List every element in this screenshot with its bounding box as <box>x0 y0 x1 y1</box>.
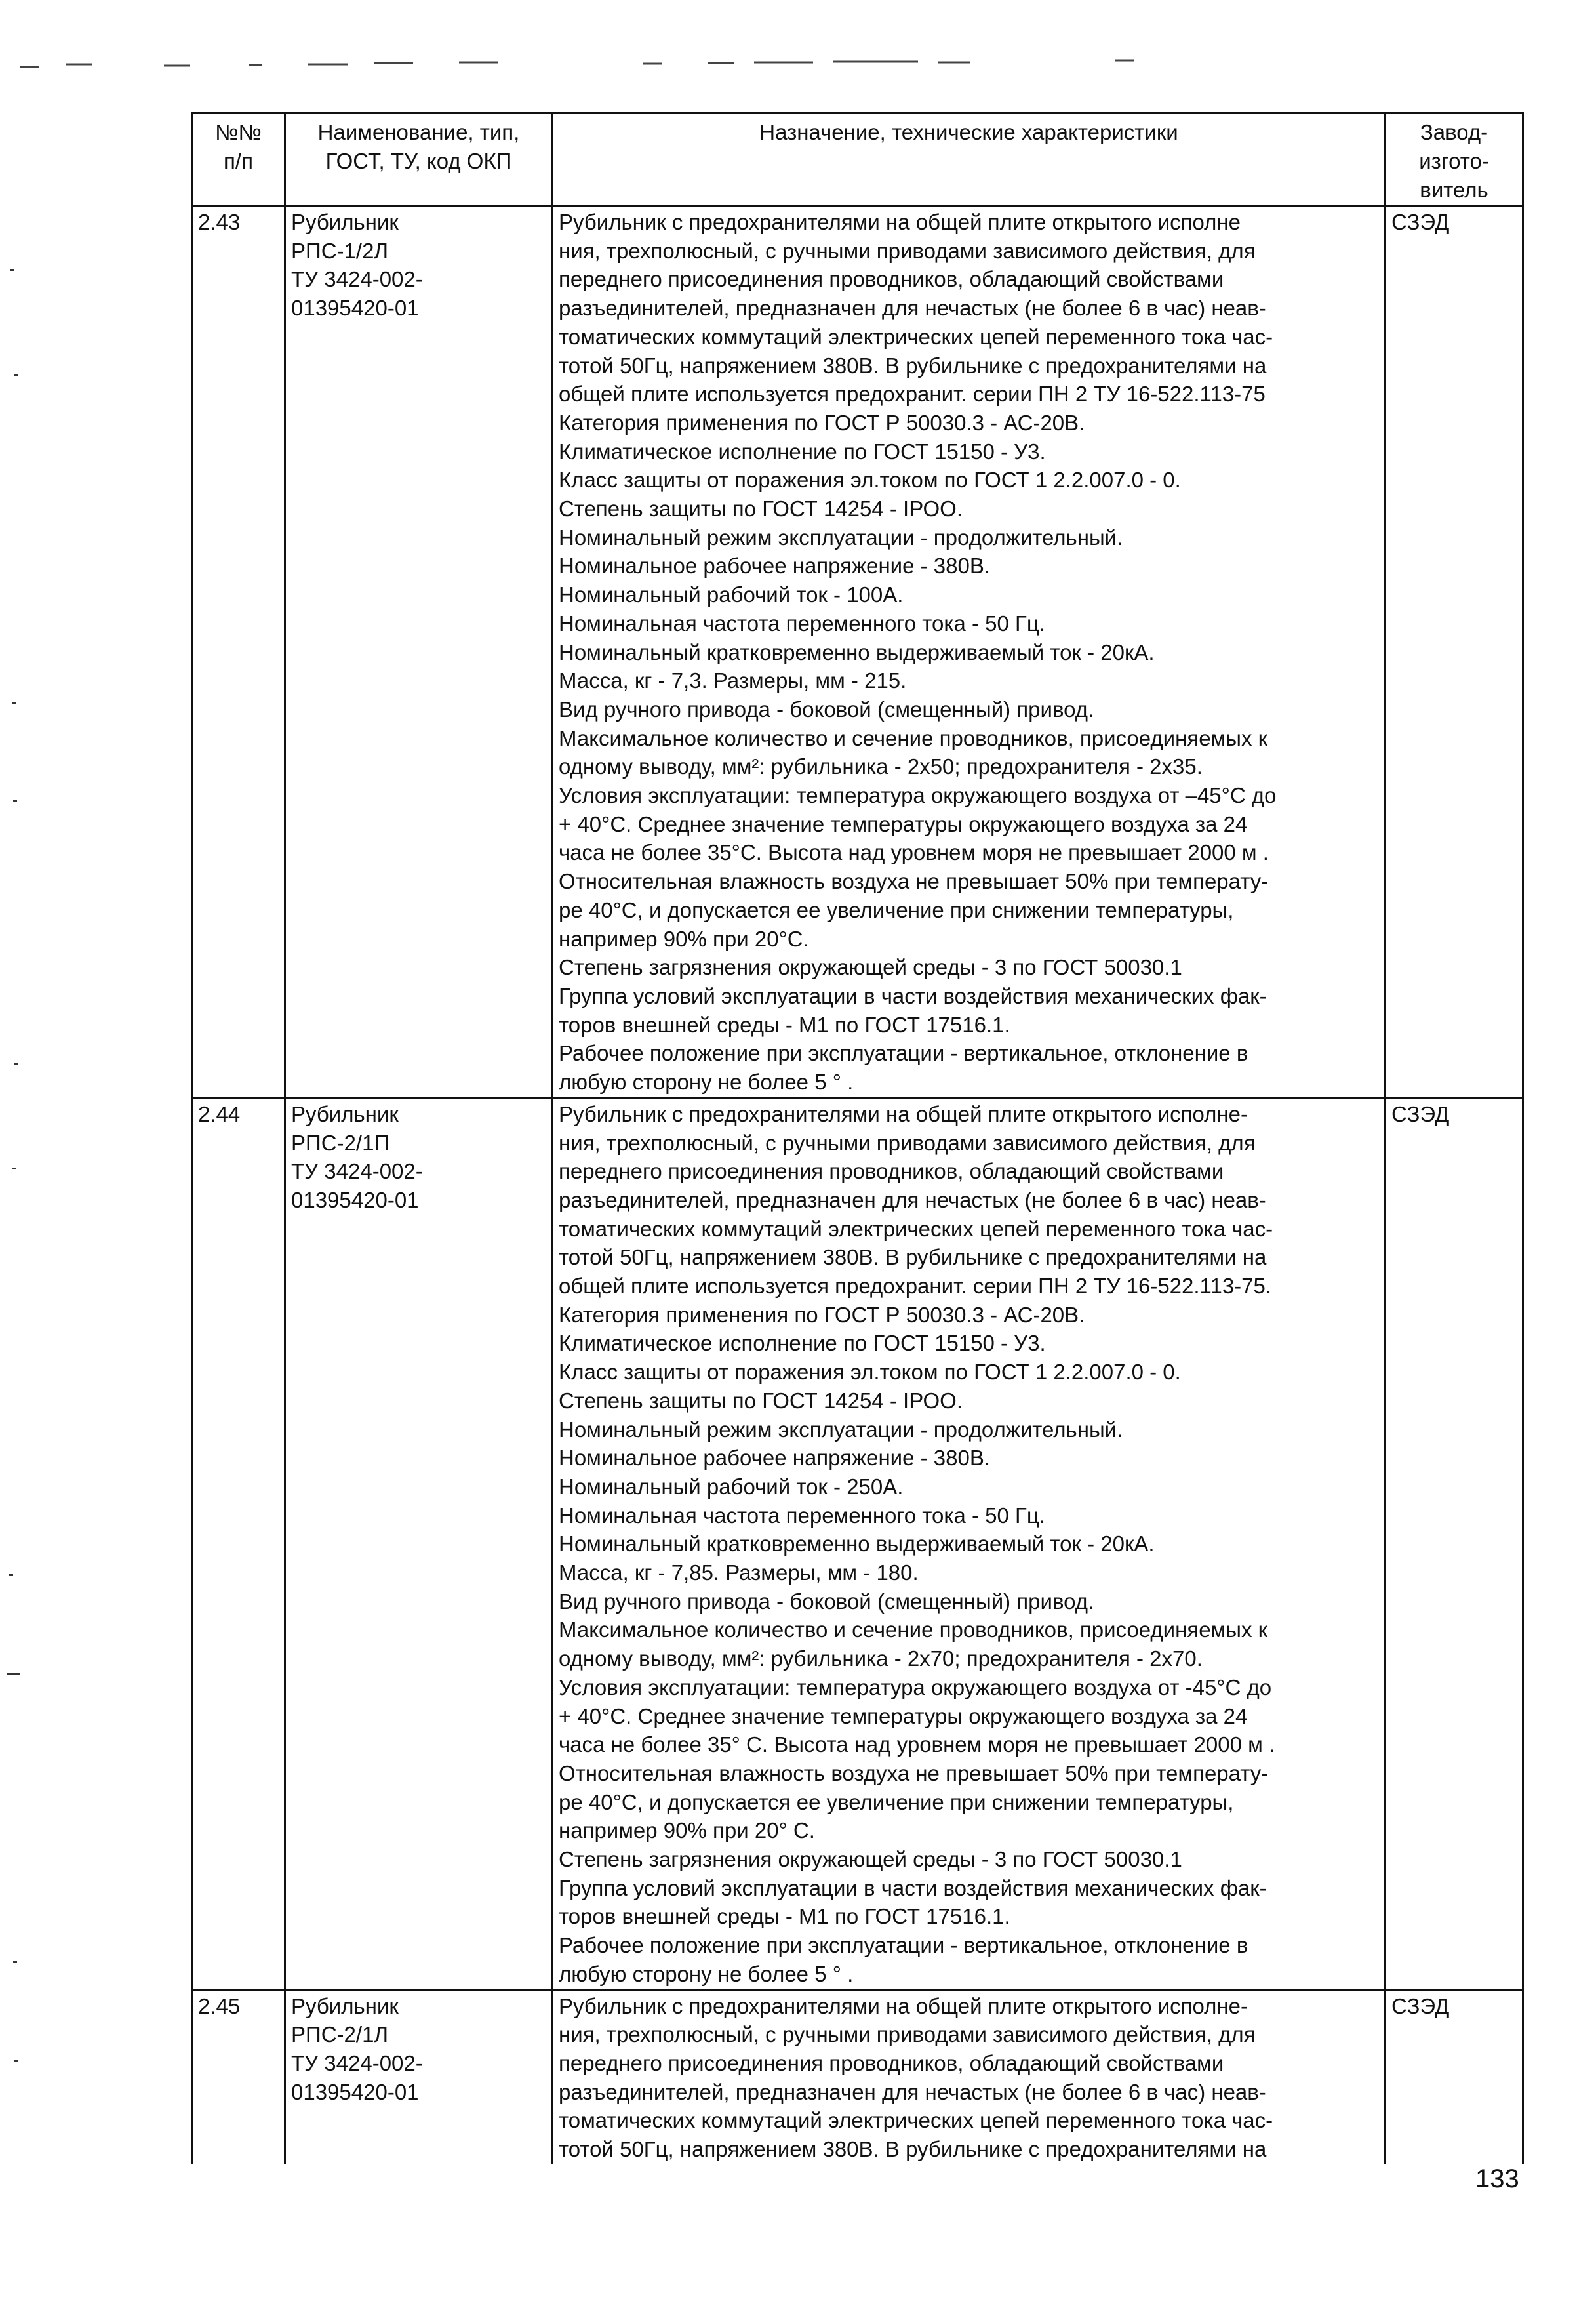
desc-line: Категория применения по ГОСТ Р 50030.3 - АС-20В. <box>559 1302 1085 1327</box>
desc-line: ния, трехполюсный, с ручными приводами зависимого действия, для <box>559 2022 1256 2047</box>
cell-maker: СЗЭД <box>1386 1989 1523 2164</box>
desc-line: Группа условий эксплуатации в части воздействия механических фак- <box>559 1875 1267 1900</box>
desc-line: Номинальная частота переменного тока - 50 Гц. <box>559 1503 1045 1528</box>
header-name <box>285 113 553 206</box>
desc-line: Номинальный режим эксплуатации - продолжительный. <box>559 525 1123 550</box>
desc-line: тотой 50Гц, напряжением 380В. В рубильнике с предохранителями на <box>559 2137 1267 2162</box>
cell-maker: СЗЭД <box>1386 206 1523 1098</box>
name-line: Рубильник <box>291 1993 399 2018</box>
desc-line: томатических коммутаций электрических цепей переменного тока час- <box>559 2108 1273 2133</box>
header-number <box>192 113 285 206</box>
header-maker-line1: Завод- <box>1420 120 1488 144</box>
desc-line: общей плите используется предохранит. серии ПН 2 ТУ 16-522.113-75. <box>559 1274 1272 1299</box>
desc-line: томатических коммутаций электрических цепей переменного тока час- <box>559 1216 1273 1241</box>
name-line: РПС-2/1Л <box>291 2022 389 2047</box>
desc-line: Степень защиты по ГОСТ 14254 - IРОО. <box>559 497 963 521</box>
desc-line: любую сторону не более 5 ° . <box>559 1070 854 1095</box>
desc-line: Рубильник с предохранителями на общей плите открытого исполне <box>559 210 1241 234</box>
cell-description <box>553 206 1386 1098</box>
cell-number: 2.44 <box>192 1097 285 1989</box>
desc-line: переднего присоединения проводников, обладающий свойствами <box>559 267 1224 292</box>
desc-line: Условия эксплуатации: температура окружающего воздуха от -45°С до <box>559 1675 1272 1699</box>
header-number-line1: №№ <box>215 120 262 144</box>
desc-line: Вид ручного привода - боковой (смещенный) привод. <box>559 1589 1094 1614</box>
desc-line: Степень загрязнения окружающей среды - 3 по ГОСТ 50030.1 <box>559 1847 1182 1872</box>
desc-line: Класс защиты от поражения эл.током по ГОСТ 1 2.2.007.0 - 0. <box>559 468 1181 493</box>
desc-line: Степень загрязнения окружающей среды - 3 по ГОСТ 50030.1 <box>559 955 1182 980</box>
desc-line: Номинальный рабочий ток - 100А. <box>559 582 904 607</box>
cell-name <box>285 206 553 1098</box>
desc-line: разъединителей, предназначен для нечастых (не более 6 в час) неав- <box>559 2079 1266 2104</box>
desc-line: например 90% при 20°С. <box>559 926 809 951</box>
desc-line: ре 40°С, и допускается ее увеличение при снижении температуры, <box>559 1789 1234 1814</box>
desc-line: одному выводу, мм²: рубильника - 2х50; предохранителя - 2х35. <box>559 754 1203 779</box>
name-line: Рубильник <box>291 210 399 234</box>
name-line: ТУ 3424-002- <box>291 1159 423 1184</box>
desc-line: часа не более 35° С. Высота над уровнем моря не превышает 2000 м . <box>559 1732 1275 1757</box>
equipment-spec-table <box>191 112 1524 2164</box>
desc-line: торов внешней среды - М1 по ГОСТ 17516.1. <box>559 1904 1010 1929</box>
desc-line: Максимальное количество и сечение проводников, присоединяемых к <box>559 725 1268 750</box>
desc-line: Условия эксплуатации: температура окружающего воздуха от –45°С до <box>559 783 1277 808</box>
cell-name <box>285 1097 553 1989</box>
margin-scan-marks <box>0 0 26 2297</box>
desc-line: Масса, кг - 7,85. Размеры, мм - 180. <box>559 1560 919 1585</box>
desc-line: одному выводу, мм²: рубильника - 2х70; предохранителя - 2х70. <box>559 1646 1203 1671</box>
scan-noise-artifacts <box>0 46 1596 72</box>
cell-name <box>285 1989 553 2164</box>
desc-line: Категория применения по ГОСТ Р 50030.3 - АС-20В. <box>559 410 1085 435</box>
header-number-line2: п/п <box>224 149 253 173</box>
name-line: Рубильник <box>291 1101 399 1126</box>
desc-line: Номинальная частота переменного тока - 50 Гц. <box>559 611 1045 636</box>
desc-line: разъединителей, предназначен для нечастых (не более 6 в час) неав- <box>559 1187 1266 1212</box>
cell-maker: СЗЭД <box>1386 1097 1523 1989</box>
desc-line: Климатическое исполнение по ГОСТ 15150 - У3. <box>559 439 1046 464</box>
cell-description <box>553 1989 1386 2164</box>
header-maker <box>1386 113 1523 206</box>
table-row <box>192 206 1523 1098</box>
desc-line: Рубильник с предохранителями на общей плите открытого исполне- <box>559 1993 1248 2018</box>
desc-line: Климатическое исполнение по ГОСТ 15150 - У3. <box>559 1331 1046 1356</box>
desc-line: + 40°С. Среднее значение температуры окружающего воздуха за 24 <box>559 811 1248 836</box>
cell-number: 2.45 <box>192 1989 285 2164</box>
desc-line: часа не более 35°С. Высота над уровнем моря не превышает 2000 м . <box>559 840 1269 865</box>
cell-description <box>553 1097 1386 1989</box>
desc-line: Рабочее положение при эксплуатации - вертикальное, отклонение в <box>559 1041 1248 1066</box>
desc-line: + 40°С. Среднее значение температуры окружающего воздуха за 24 <box>559 1703 1248 1728</box>
name-line: 01395420-01 <box>291 2079 419 2104</box>
header-purpose <box>553 113 1386 206</box>
header-purpose-line1: Назначение, технические характеристики <box>759 120 1178 144</box>
desc-line: переднего присоединения проводников, обладающий свойствами <box>559 1159 1224 1184</box>
desc-line: Номинальный рабочий ток - 250А. <box>559 1474 904 1499</box>
desc-line: Рабочее положение при эксплуатации - вертикальное, отклонение в <box>559 1933 1248 1958</box>
desc-line: Номинальный кратковременно выдерживаемый ток - 20кА. <box>559 1532 1155 1556</box>
name-line: РПС-1/2Л <box>291 238 389 263</box>
desc-line: разъединителей, предназначен для нечастых (не более 6 в час) неав- <box>559 296 1266 321</box>
desc-line: Рубильник с предохранителями на общей плите открытого исполне- <box>559 1101 1248 1126</box>
desc-line: переднего присоединения проводников, обладающий свойствами <box>559 2051 1224 2075</box>
desc-line: тотой 50Гц, напряжением 380В. В рубильнике с предохранителями на <box>559 353 1267 378</box>
desc-line: Максимальное количество и сечение проводников, присоединяемых к <box>559 1617 1268 1642</box>
cell-number: 2.43 <box>192 206 285 1098</box>
desc-line: торов внешней среды - М1 по ГОСТ 17516.1. <box>559 1012 1010 1037</box>
desc-line: Масса, кг - 7,3. Размеры, мм - 215. <box>559 668 907 693</box>
desc-line: Номинальное рабочее напряжение - 380В. <box>559 1446 991 1471</box>
desc-line: общей плите используется предохранит. серии ПН 2 ТУ 16-522.113-75 <box>559 382 1266 407</box>
desc-line: Вид ручного привода - боковой (смещенный) привод. <box>559 697 1094 722</box>
name-line: РПС-2/1П <box>291 1130 390 1155</box>
desc-line: Номинальный кратковременно выдерживаемый ток - 20кА. <box>559 640 1155 664</box>
desc-line: Класс защиты от поражения эл.током по ГОСТ 1 2.2.007.0 - 0. <box>559 1360 1181 1385</box>
name-line: ТУ 3424-002- <box>291 2051 423 2075</box>
desc-line: ния, трехполюсный, с ручными приводами зависимого действия, для <box>559 238 1256 263</box>
desc-line: например 90% при 20° С. <box>559 1818 815 1843</box>
table-header-row <box>192 113 1523 206</box>
header-maker-line3: витель <box>1420 178 1488 202</box>
table-row <box>192 1989 1523 2164</box>
desc-line: тотой 50Гц, напряжением 380В. В рубильнике с предохранителями на <box>559 1245 1267 1270</box>
desc-line: Номинальное рабочее напряжение - 380В. <box>559 554 991 579</box>
desc-line: Относительная влажность воздуха не превышает 50% при температу- <box>559 869 1269 894</box>
desc-line: ре 40°С, и допускается ее увеличение при снижении температуры, <box>559 897 1234 922</box>
desc-line: Номинальный режим эксплуатации - продолжительный. <box>559 1417 1123 1442</box>
header-name-line1: Наименование, тип, <box>317 120 520 144</box>
header-name-line2: ГОСТ, ТУ, код ОКП <box>325 149 512 173</box>
name-line: 01395420-01 <box>291 296 419 321</box>
desc-line: ния, трехполюсный, с ручными приводами зависимого действия, для <box>559 1130 1256 1155</box>
name-line: ТУ 3424-002- <box>291 267 423 292</box>
desc-line: Группа условий эксплуатации в части воздействия механических фак- <box>559 983 1267 1008</box>
desc-line: любую сторону не более 5 ° . <box>559 1961 854 1986</box>
desc-line: Степень защиты по ГОСТ 14254 - IРОО. <box>559 1388 963 1413</box>
page-number: 133 <box>1475 2165 1519 2193</box>
desc-line: томатических коммутаций электрических цепей переменного тока час- <box>559 324 1273 349</box>
desc-line: Относительная влажность воздуха не превышает 50% при температу- <box>559 1760 1269 1785</box>
header-maker-line2: изгото- <box>1419 149 1489 173</box>
table-row <box>192 1097 1523 1989</box>
name-line: 01395420-01 <box>291 1187 419 1212</box>
